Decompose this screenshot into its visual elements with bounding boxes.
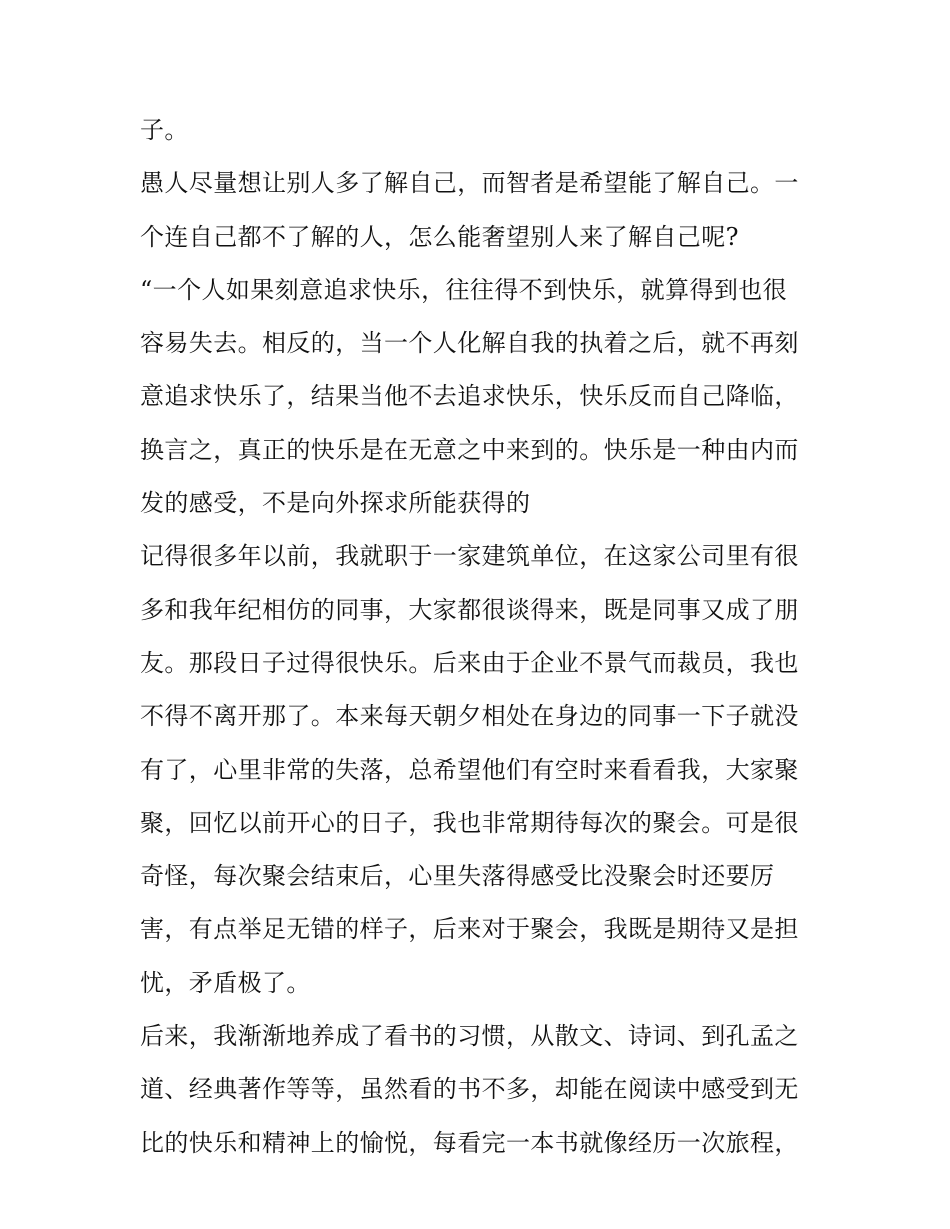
text-line: 换言之，真正的快乐是在无意之中来到的。快乐是一种由内而 (140, 435, 799, 464)
text-line: 容易失去。相反的，当一个人化解自我的执着之后，就不再刻 (140, 329, 799, 358)
text-line: 不得不离开那了。本来每天朝夕相处在身边的同事一下子就没 (140, 702, 799, 731)
text-line: 意追求快乐了，结果当他不去追求快乐，快乐反而自己降临， (140, 382, 799, 411)
text-line: “一个人如果刻意追求快乐，往往得不到快乐，就算得到也很 (140, 275, 788, 304)
text-line: 子。 (140, 116, 189, 144)
text-line: 多和我年纪相仿的同事，大家都很谈得来，既是同事又成了朋 (140, 595, 799, 624)
text-line: 愚人尽量想让别人多了解自己，而智者是希望能了解自己。一 (140, 169, 799, 198)
text-line: 后来，我渐渐地养成了看书的习惯，从散文、诗词、到孔孟之 (140, 1022, 799, 1051)
text-line: 害，有点举足无错的样子，后来对于聚会，我既是期待又是担 (140, 915, 799, 944)
text-line: 比的快乐和精神上的愉悦，每看完一本书就像经历一次旅程， (140, 1128, 799, 1157)
text-line: 个连自己都不了解的人，怎么能奢望别人来了解自己呢? (140, 222, 739, 251)
text-line: 有了，心里非常的失落，总希望他们有空时来看看我，大家聚 (140, 755, 799, 784)
paragraph-1 (140, 104, 815, 157)
paragraph-4 (140, 530, 815, 1010)
text-line: 道、经典著作等等，虽然看的书不多，却能在阅读中感受到无 (140, 1075, 799, 1104)
paragraph-3 (140, 264, 815, 530)
text-line: 奇怪，每次聚会结束后，心里失落得感受比没聚会时还要厉 (140, 862, 775, 891)
text-line: 友。那段日子过得很快乐。后来由于企业不景气而裁员，我也 (140, 648, 799, 677)
text-line: 发的感受，不是向外探求所能获得的 (140, 489, 531, 518)
paragraph-2 (140, 157, 815, 264)
text-line: 忧，矛盾极了。 (140, 968, 311, 997)
paragraph-5 (140, 1010, 815, 1170)
document-body (140, 104, 815, 1170)
text-line: 聚，回忆以前开心的日子，我也非常期待每次的聚会。可是很 (140, 808, 799, 837)
text-line: 记得很多年以前，我就职于一家建筑单位，在这家公司里有很 (140, 542, 799, 571)
